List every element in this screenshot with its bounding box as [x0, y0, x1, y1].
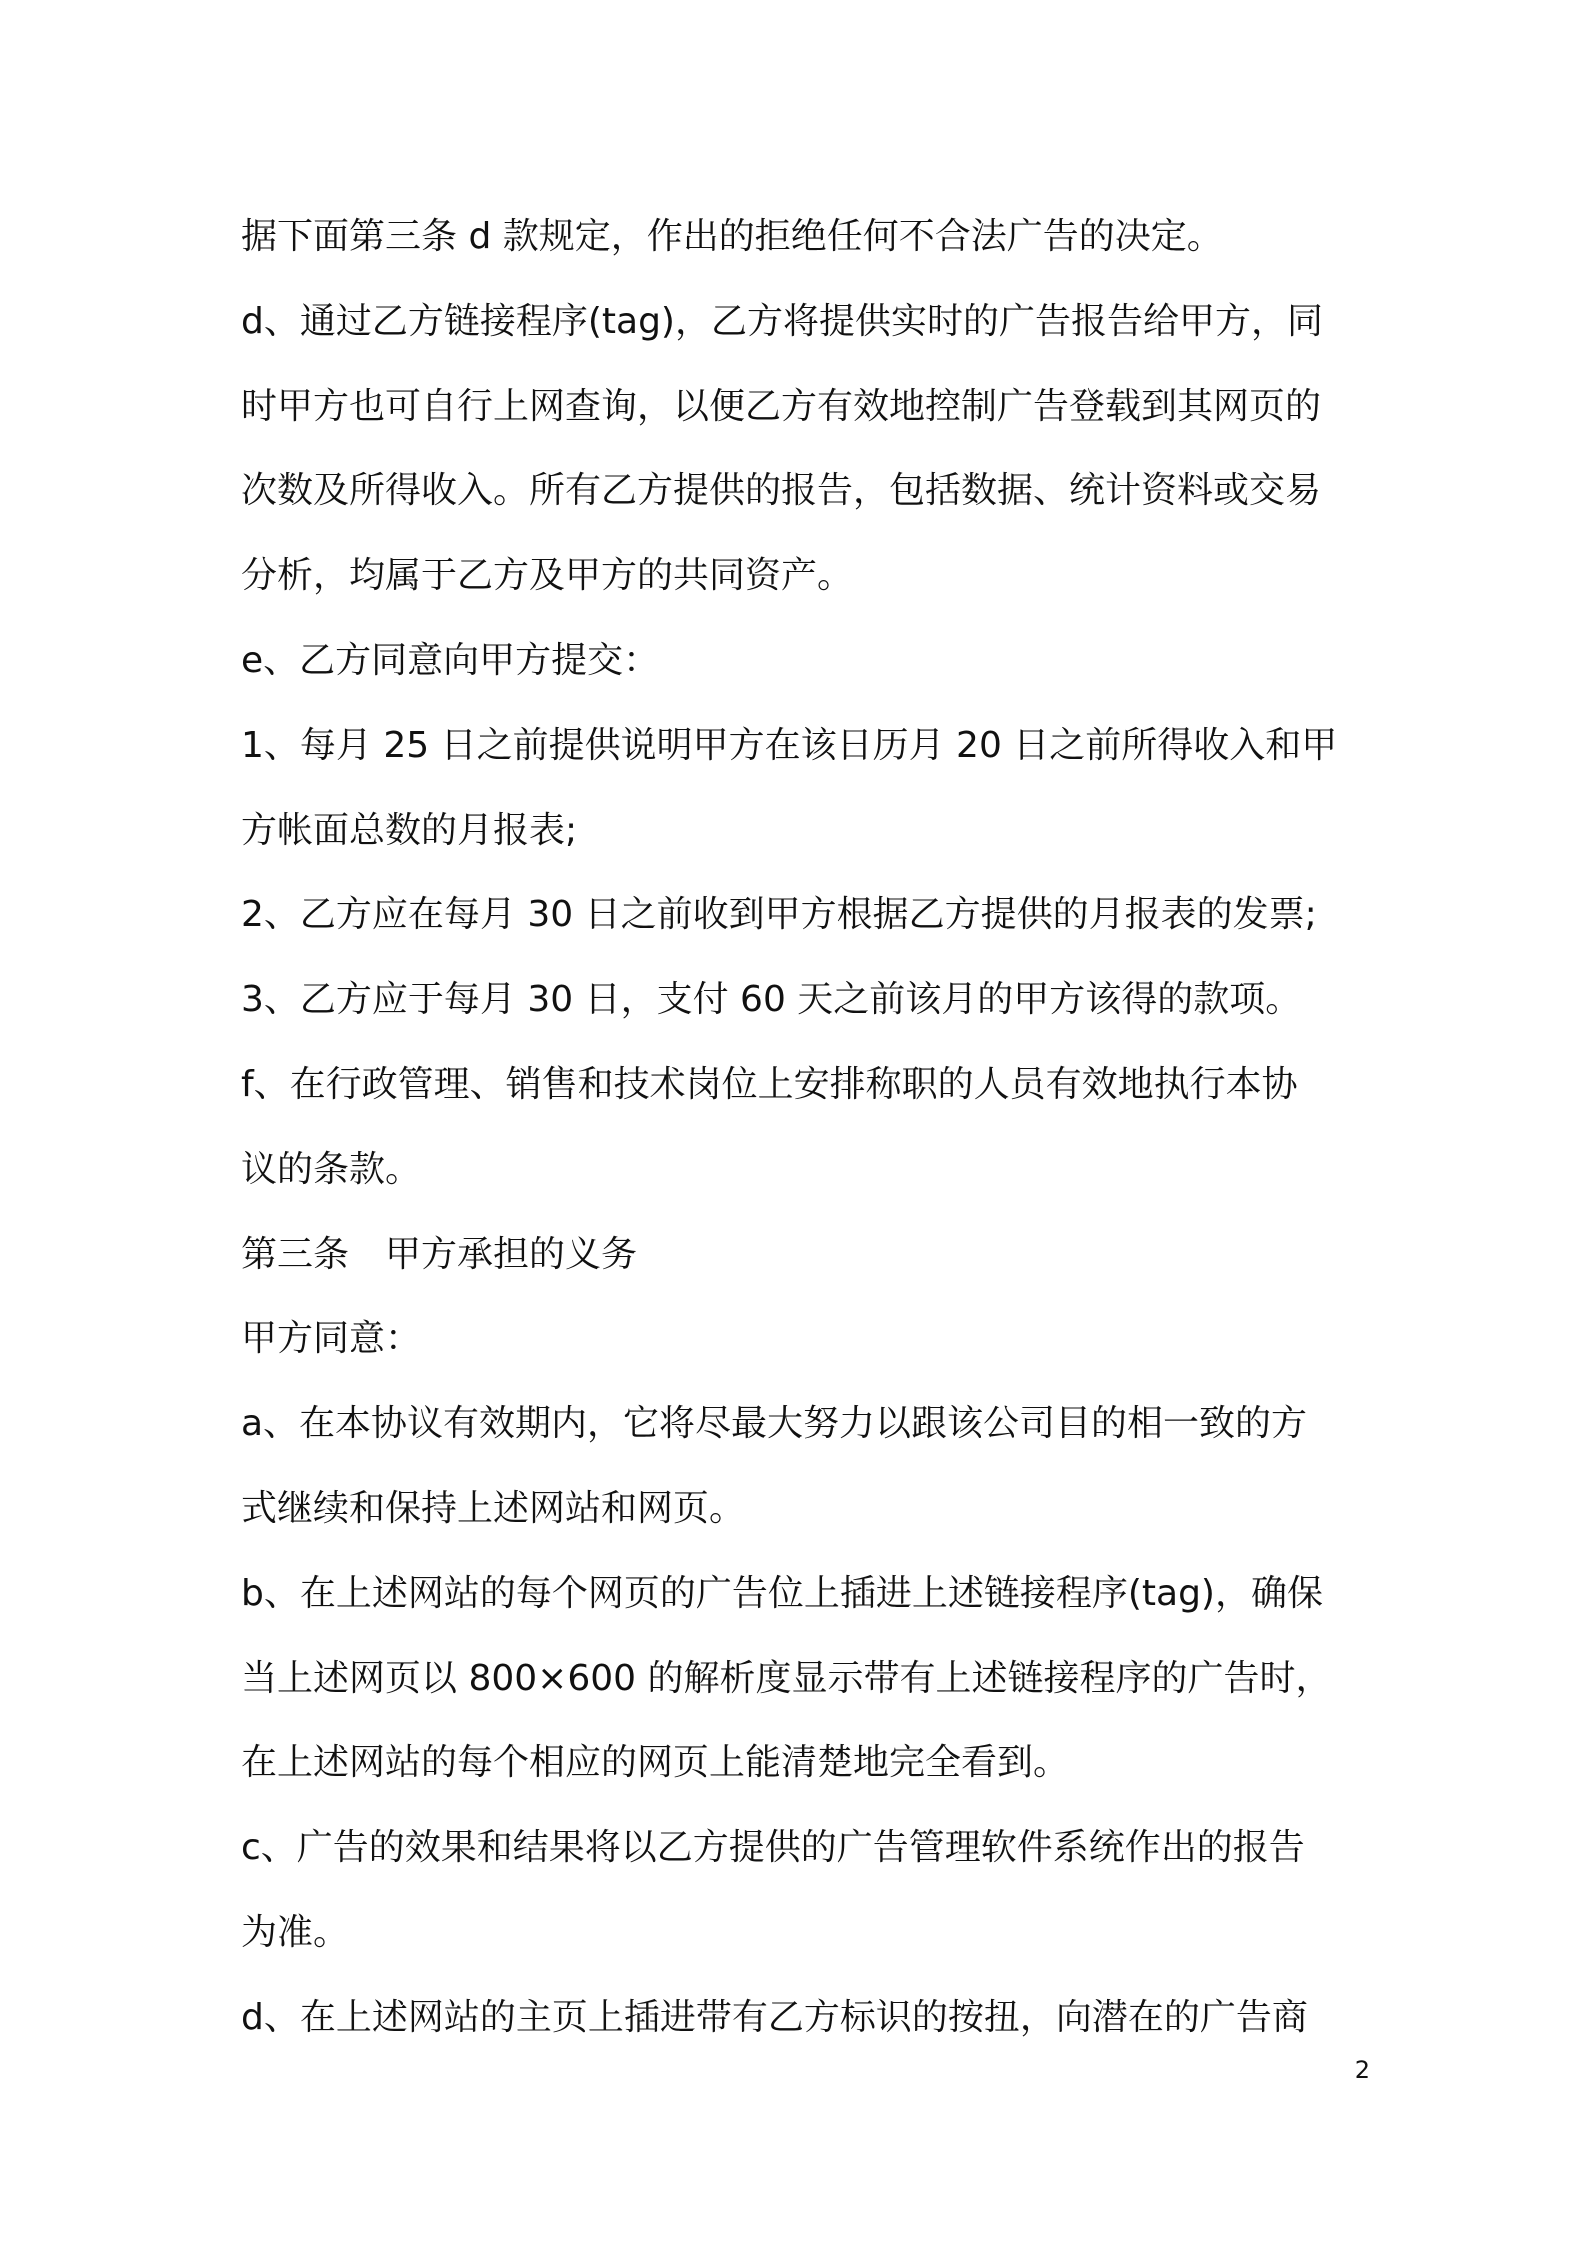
text-line-17: b、在上述网站的每个网页的广告位上插进上述链接程序(tag)，确保 [241, 1572, 1323, 1614]
section-heading: 第三条 甲方承担的义务 [241, 1233, 638, 1275]
text-line-3: 时甲方也可自行上网查询，以便乙方有效地控制广告登载到其网页的 [241, 385, 1322, 427]
text-line-16: 式继续和保持上述网站和网页。 [241, 1487, 746, 1529]
page-number: 2 [1354, 2056, 1370, 2084]
text-line-2: d、通过乙方链接程序(tag)，乙方将提供实时的广告报告给甲方，同 [241, 300, 1323, 342]
text-line-18: 当上述网页以 800×600 的解析度显示带有上述链接程序的广告时， [241, 1657, 1332, 1699]
text-line-14: 甲方同意： [241, 1318, 422, 1360]
text-line-21: 为准。 [241, 1911, 350, 1953]
text-line-10: 3、乙方应于每月 30 日，支付 60 天之前该月的甲方该得的款项。 [241, 979, 1302, 1021]
text-line-20: c、广告的效果和结果将以乙方提供的广告管理软件系统作出的报告 [241, 1827, 1305, 1869]
text-line-7: 1、每月 25 日之前提供说明甲方在该日历月 20 日之前所得收入和甲 [241, 724, 1338, 766]
document-body [241, 195, 1361, 2061]
text-line-4: 次数及所得收入。所有乙方提供的报告，包括数据、统计资料或交易 [241, 470, 1322, 512]
text-line-19: 在上述网站的每个相应的网页上能清楚地完全看到。 [241, 1742, 1070, 1784]
text-line-11: f、在行政管理、销售和技术岗位上安排称职的人员有效地执行本协 [241, 1063, 1298, 1105]
text-line-22: d、在上述网站的主页上插进带有乙方标识的按扭，向潜在的广告商 [241, 1996, 1308, 2038]
text-line-12: 议的条款。 [241, 1148, 422, 1190]
text-line-9: 2、乙方应在每月 30 日之前收到甲方根据乙方提供的月报表的发票; [241, 894, 1317, 936]
text-line-15: a、在本协议有效期内，它将尽最大努力以跟该公司目的相一致的方 [241, 1403, 1308, 1445]
text-line-5: 分析，均属于乙方及甲方的共同资产。 [241, 555, 854, 597]
text-line-8: 方帐面总数的月报表; [241, 809, 578, 851]
text-line-6: e、乙方同意向甲方提交： [241, 639, 660, 681]
text-line-1: 据下面第三条 d 款规定，作出的拒绝任何不合法广告的决定。 [241, 216, 1223, 257]
